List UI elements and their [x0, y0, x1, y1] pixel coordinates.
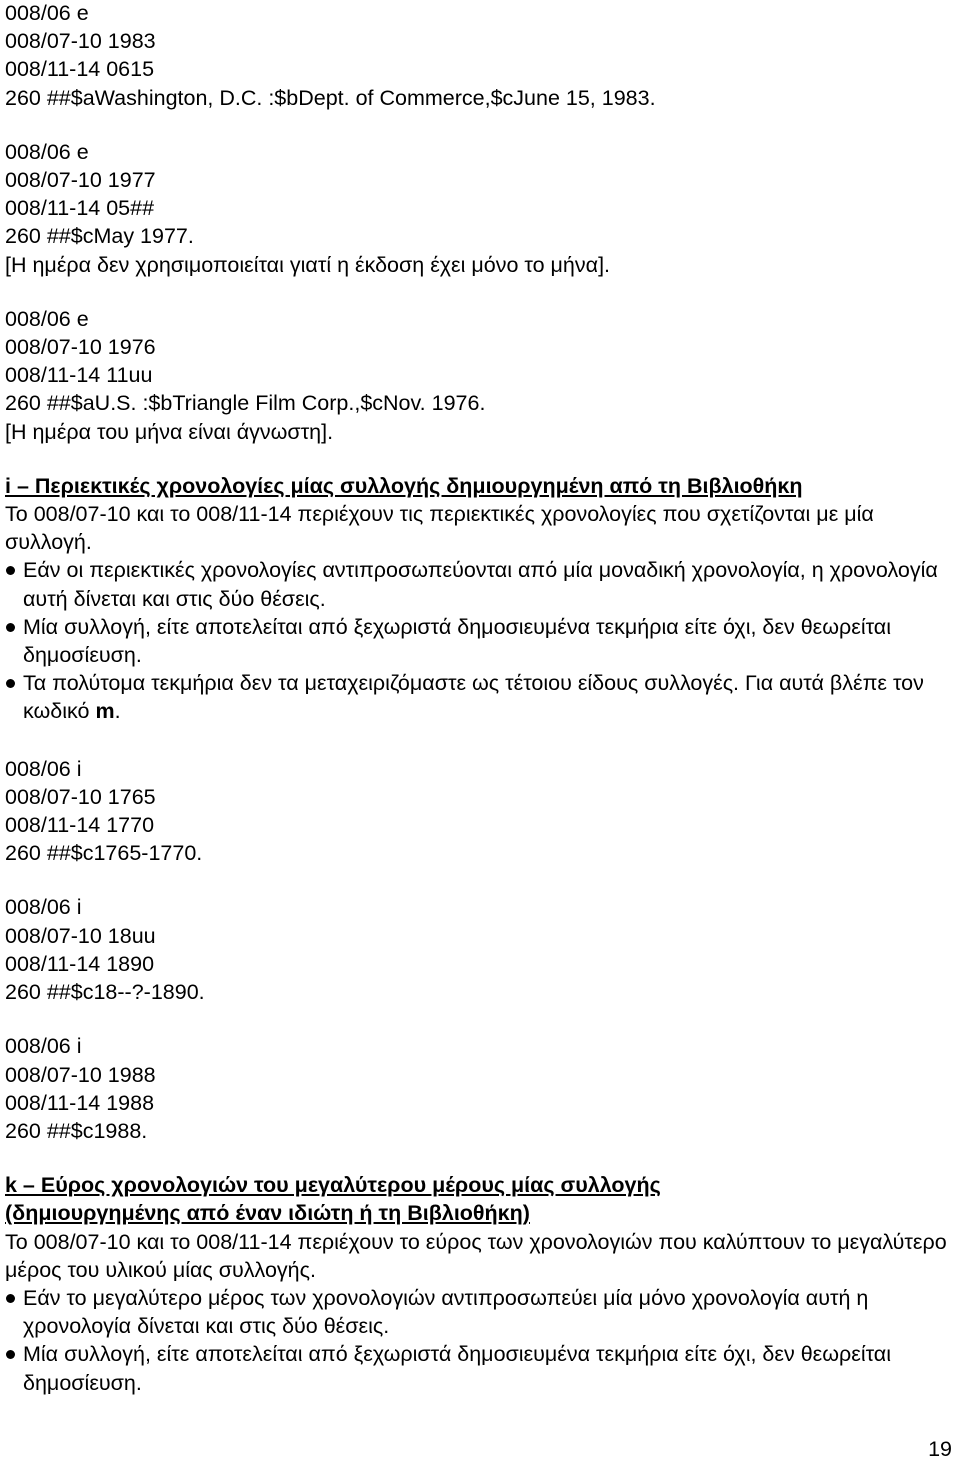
bullet-icon — [6, 566, 15, 575]
field-260: 260 ##$c1988. — [5, 1118, 148, 1143]
section-intro-k: Το 008/07-10 και το 008/11-14 περιέχουν το εύρος των χρονολογιών που καλύπτουν το μεγαλύτερο μέρος του υλικού μίας συλλογής. — [5, 1229, 947, 1282]
section-intro-i: Το 008/07-10 και το 008/11-14 περιέχουν τις περιεκτικές χρονολογίες που σχετίζονται με μία συλλογή. — [5, 502, 874, 555]
example-block — [5, 305, 955, 446]
field-008-07-10: 008/07-10 1765 — [5, 784, 156, 809]
field-008-06: 008/06 i — [5, 895, 82, 920]
bullet-text: Εάν το μεγαλύτερο μέρος των χρονολογιών αντιπροσωπεύει μία μόνο χρονολογία αυτή η χρονολογία δίνεται και στις δύο θέσεις. — [23, 1285, 869, 1339]
bullet-icon — [6, 1350, 15, 1359]
example-block — [5, 893, 955, 1006]
bullet-icon — [6, 623, 15, 632]
bullet-punctuation: . — [114, 699, 121, 724]
bullet-item — [5, 1284, 955, 1340]
field-260: 260 ##$aU.S. :$bTriangle Film Corp.,$cNov. 1976. — [5, 391, 486, 416]
bullet-text: Μία συλλογή, είτε αποτελείται από ξεχωριστά δημοσιευμένα τεκμήρια είτε όχι, δεν θεωρείται δημοσίευση. — [23, 1342, 892, 1395]
example-block — [5, 0, 955, 112]
example-block — [5, 755, 955, 868]
field-008-11-14: 008/11-14 0615 — [5, 57, 155, 82]
field-260: 260 ##$c1765-1770. — [5, 841, 203, 866]
field-008-11-14: 008/11-14 11uu — [5, 363, 153, 388]
example-block — [5, 1032, 955, 1145]
field-008-11-14: 008/11-14 1890 — [5, 951, 155, 976]
field-008-11-14: 008/11-14 1988 — [5, 1090, 155, 1115]
bullet-text: Τα πολύτομα τεκμήρια δεν τα μεταχειριζόμαστε ως τέτοιου είδους συλλογές. Για αυτά βλέπε τον κωδικό — [23, 671, 924, 724]
bullet-icon — [6, 679, 15, 688]
bullet-item — [5, 669, 955, 725]
bullet-item — [5, 556, 955, 612]
section-heading-i: i – Περιεκτικές χρονολογίες μίας συλλογής δημιουργημένη από τη Βιβλιοθήκη — [5, 473, 803, 498]
field-008-07-10: 008/07-10 1977 — [5, 168, 156, 193]
field-008-07-10: 008/07-10 1976 — [5, 335, 156, 360]
example-note: [Η ημέρα του μήνα είναι άγνωστη]. — [5, 419, 334, 444]
field-008-06: 008/06 e — [5, 139, 89, 164]
section-heading-k-line2: (δημιουργημένης από έναν ιδιώτη ή τη Βιβλιοθήκη) — [5, 1201, 530, 1226]
bullet-text: Μία συλλογή, είτε αποτελείται από ξεχωριστά δημοσιευμένα τεκμήρια είτε όχι, δεν θεωρείται δημοσίευση. — [23, 614, 892, 668]
code-reference: m — [95, 699, 115, 724]
field-008-06: 008/06 e — [5, 306, 89, 331]
field-008-06: 008/06 e — [5, 1, 89, 25]
field-008-06: 008/06 i — [5, 756, 82, 781]
bullet-icon — [6, 1294, 15, 1303]
section-heading-k: k – Εύρος χρονολογιών του μεγαλύτερου μέρους μίας συλλογής — [5, 1173, 661, 1198]
field-260: 260 ##$aWashington, D.C. :$bDept. of Commerce,$cJune 15, 1983. — [5, 85, 656, 110]
field-008-06: 008/06 i — [5, 1034, 82, 1059]
field-260: 260 ##$c18--?-1890. — [5, 980, 205, 1005]
field-008-11-14: 008/11-14 05## — [5, 196, 155, 221]
bullet-text: Εάν οι περιεκτικές χρονολογίες αντιπροσωπεύονται από μία μοναδική χρονολογία, η χρονολογία αυτή δίνεται και στις δύο θέσεις. — [23, 558, 938, 611]
field-008-11-14: 008/11-14 1770 — [5, 813, 155, 838]
field-008-07-10: 008/07-10 18uu — [5, 923, 156, 948]
field-260: 260 ##$cMay 1977. — [5, 224, 194, 249]
bullet-item — [5, 1340, 955, 1396]
field-008-07-10: 008/07-10 1983 — [5, 29, 156, 54]
field-008-07-10: 008/07-10 1988 — [5, 1062, 156, 1087]
page-number: 19 — [928, 1437, 952, 1461]
example-block — [5, 138, 955, 279]
document-page — [5, 0, 955, 1397]
example-note: [Η ημέρα δεν χρησιμοποιείται γιατί η έκδοση έχει μόνο το μήνα]. — [5, 252, 611, 277]
bullet-item — [5, 613, 955, 669]
